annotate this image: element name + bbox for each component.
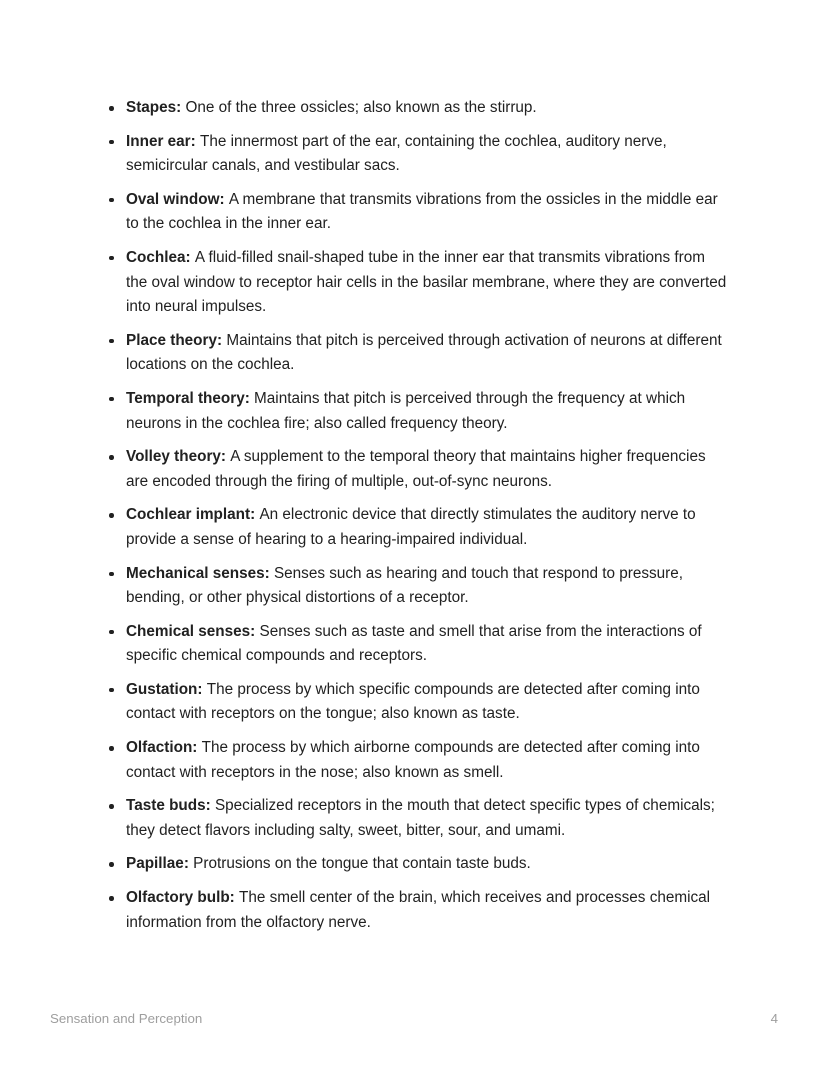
term-label: Oval window: — [126, 190, 225, 208]
list-item — [126, 96, 728, 121]
term-label: Cochlea: — [126, 248, 191, 266]
term-label: Temporal theory: — [126, 389, 250, 407]
term-label: Volley theory: — [126, 448, 227, 466]
page-footer — [50, 1011, 778, 1027]
list-item — [126, 852, 728, 877]
term-definition: Senses such as taste and smell that arise from the interactions of specific chemical compounds and receptors. — [126, 622, 702, 665]
term-label: Olfaction: — [126, 739, 198, 757]
term-definition: Senses such as hearing and touch that respond to pressure, bending, or other physical distortions of a receptor. — [126, 564, 683, 607]
glossary-list — [126, 96, 728, 935]
term-definition: One of the three ossicles; also known as the stirrup. — [181, 99, 537, 116]
list-item — [126, 387, 728, 436]
term-definition: A membrane that transmits vibrations from the ossicles in the middle ear to the cochlea in the inner ear. — [126, 190, 718, 233]
list-item — [126, 188, 728, 237]
list-item — [126, 503, 728, 552]
term-definition: The process by which specific compounds are detected after coming into contact with receptors on the tongue; also known as taste. — [126, 680, 700, 723]
term-label: Place theory: — [126, 331, 223, 349]
term-label: Mechanical senses: — [126, 564, 270, 582]
term-definition: Maintains that pitch is perceived through activation of neurons at different locations on the cochlea. — [126, 331, 722, 374]
term-definition: A supplement to the temporal theory that maintains higher frequencies are encoded through the firing of multiple, out-of-sync neurons. — [126, 448, 706, 490]
term-label: Gustation: — [126, 680, 203, 698]
term-definition: An electronic device that directly stimulates the auditory nerve to provide a sense of hearing to a hearing-impaired individual. — [126, 506, 696, 548]
list-item — [126, 794, 728, 843]
term-definition: The process by which airborne compounds are detected after coming into contact with receptors in the nose; also known as smell. — [126, 739, 700, 781]
list-item — [126, 562, 728, 611]
term-label: Cochlear implant: — [126, 506, 256, 524]
term-label: Taste buds: — [126, 797, 211, 815]
list-item — [126, 678, 728, 727]
term-definition: The smell center of the brain, which receives and processes chemical information from the olfactory nerve. — [126, 889, 711, 931]
term-label: Olfactory bulb: — [126, 889, 235, 907]
list-item — [126, 886, 728, 935]
list-item — [126, 620, 728, 669]
term-label: Chemical senses: — [126, 622, 256, 640]
footer-page-number: 4 — [770, 1011, 778, 1026]
list-item — [126, 445, 728, 494]
list-item — [126, 329, 728, 378]
term-label: Papillae: — [126, 855, 189, 873]
term-definition: Protrusions on the tongue that contain taste buds. — [188, 855, 531, 873]
list-item — [126, 736, 728, 785]
term-definition: Maintains that pitch is perceived through the frequency at which neurons in the cochlea fire; also called frequency theory. — [126, 389, 686, 432]
footer-title: Sensation and Perception — [50, 1011, 203, 1026]
glossary-section — [126, 96, 728, 944]
term-label: Inner ear: — [126, 132, 196, 150]
list-item — [126, 130, 728, 179]
term-definition: A fluid-filled snail-shaped tube in the inner ear that transmits vibrations from the oval window to receptor hair cells in the basilar membrane, where they are converted into neural impulses. — [126, 248, 727, 316]
term-label: Stapes: — [126, 99, 182, 116]
term-definition: Specialized receptors in the mouth that detect specific types of chemicals; they detect flavors including salty, sweet, bitter, sour, and umami. — [126, 797, 715, 839]
list-item — [126, 246, 728, 320]
term-definition: The innermost part of the ear, containing the cochlea, auditory nerve, semicircular canals, and vestibular sacs. — [126, 132, 667, 175]
